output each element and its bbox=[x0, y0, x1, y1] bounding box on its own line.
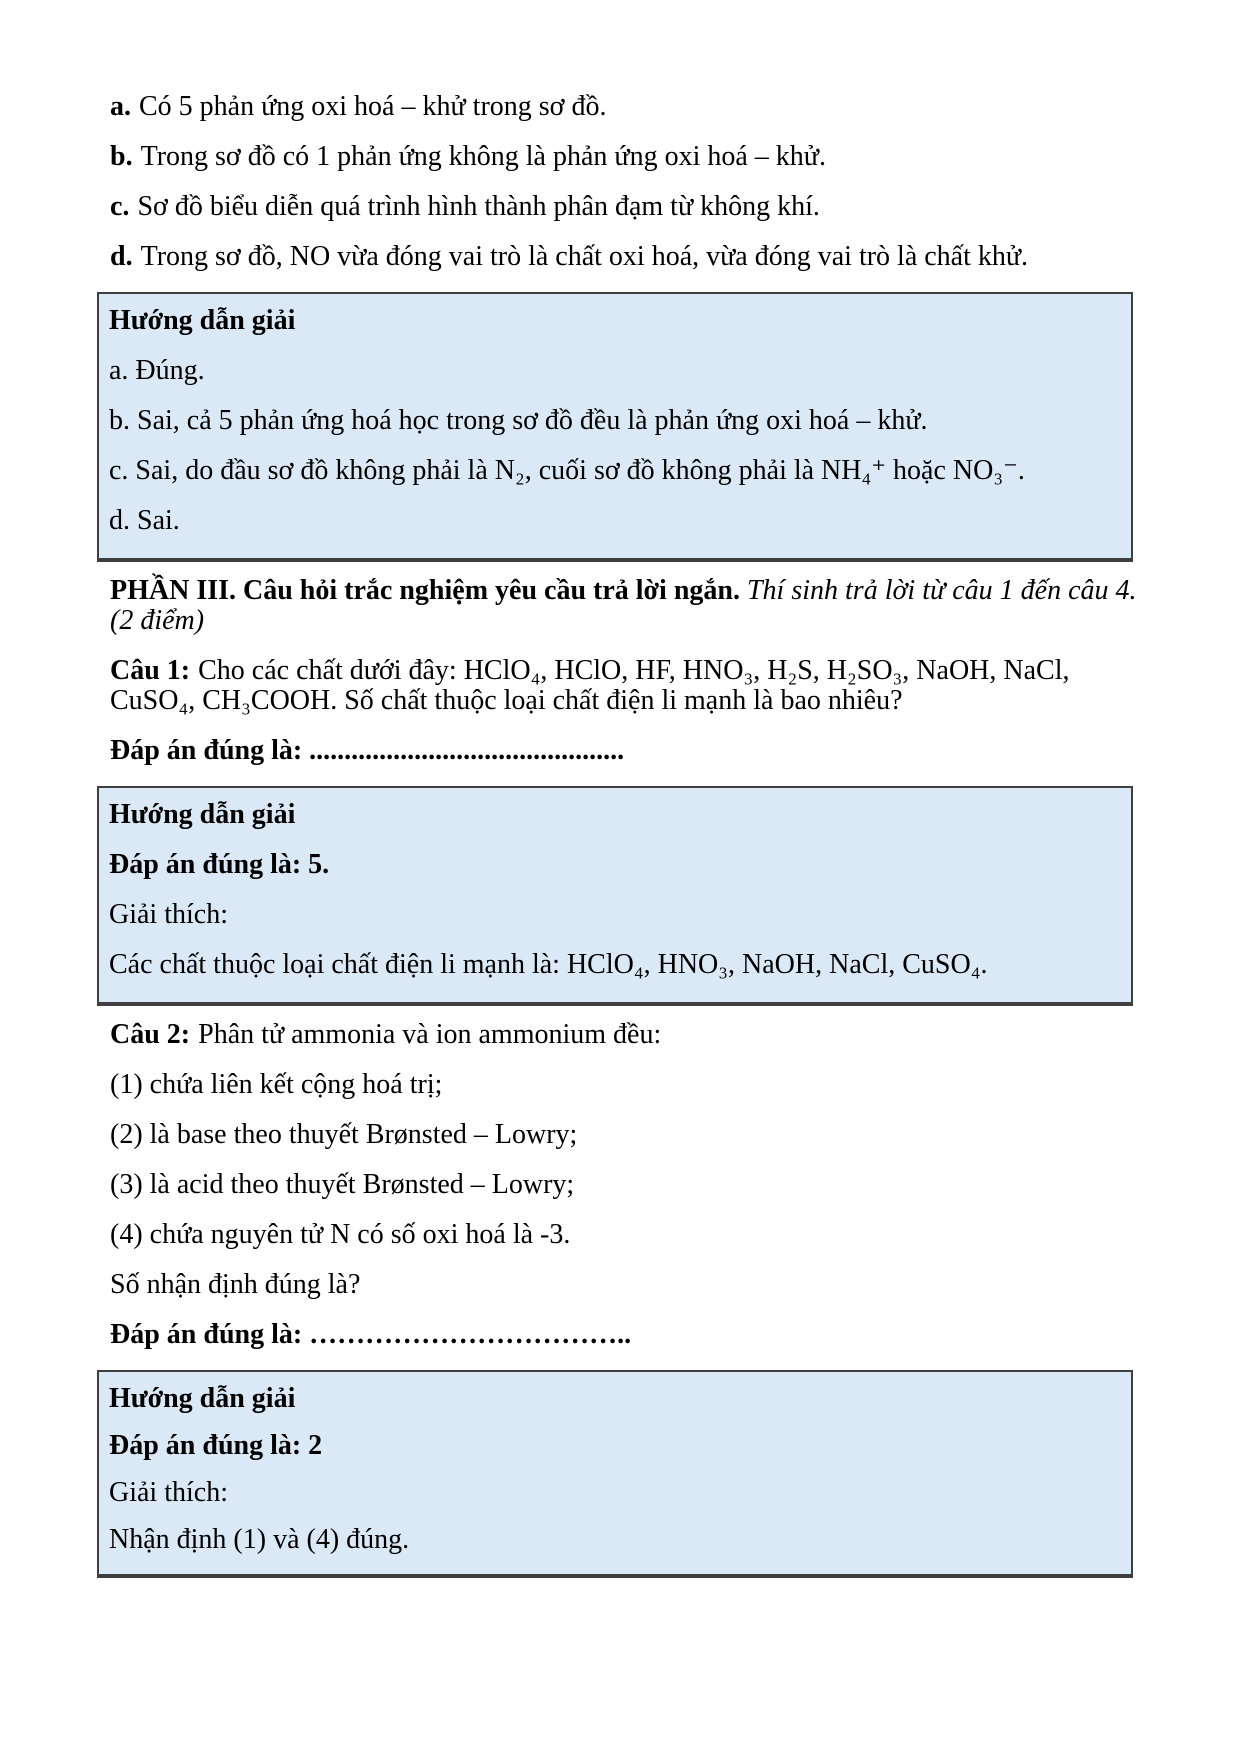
statement-b-label: b. bbox=[110, 141, 133, 172]
solution-box-3 bbox=[97, 1370, 1133, 1578]
statement-a-label: a. bbox=[110, 91, 131, 122]
solution-box-3-answer: Đáp án đúng là: 2 bbox=[109, 1430, 323, 1461]
solution-box-3-title: Hướng dẫn giải bbox=[109, 1383, 296, 1414]
solution-box-3-explanation: Nhận định (1) và (4) đúng. bbox=[109, 1524, 410, 1555]
statement-c-label: c. bbox=[110, 191, 130, 222]
question-1-label: Câu 1: bbox=[110, 655, 191, 686]
solution-box-1-title: Hướng dẫn giải bbox=[109, 305, 296, 336]
question-1-answer-line: Đáp án đúng là: ............................................. bbox=[110, 735, 625, 766]
solution-box-3-explain-label: Giải thích: bbox=[109, 1477, 228, 1508]
question-2-item-1: (1) chứa liên kết cộng hoá trị; bbox=[110, 1069, 443, 1100]
question-2-answer-line: Đáp án đúng là: …………………………….. bbox=[110, 1319, 632, 1350]
solution-box-2-title: Hướng dẫn giải bbox=[109, 799, 296, 830]
question-1-text: Cho các chất dưới đây: HClO₄, HClO, HF, HNO₃, H₂S, H₂SO₃, NaOH, NaCl, CuSO₄, CH₃COOH. Số chất thuộc loại chất điện li mạnh là bao nhiêu? bbox=[110, 655, 1070, 716]
question-2-item-4: (4) chứa nguyên tử N có số oxi hoá là -3. bbox=[110, 1219, 571, 1250]
solution-box-1-line-b: b. Sai, cả 5 phản ứng hoá học trong sơ đồ đều là phản ứng oxi hoá – khử. bbox=[109, 405, 928, 436]
statement-a-text: Có 5 phản ứng oxi hoá – khử trong sơ đồ. bbox=[139, 91, 607, 122]
statement-d-text: Trong sơ đồ, NO vừa đóng vai trò là chất oxi hoá, vừa đóng vai trò là chất khử. bbox=[140, 241, 1029, 272]
solution-box-2 bbox=[97, 786, 1133, 1006]
solution-box-2-explain-label: Giải thích: bbox=[109, 899, 228, 930]
question-2 bbox=[110, 1020, 1152, 1050]
solution-box-1-line-a: a. Đúng. bbox=[109, 355, 205, 386]
section-heading bbox=[110, 576, 1152, 636]
solution-box-1-line-c: c. Sai, do đầu sơ đồ không phải là N₂, cuối sơ đồ không phải là NH₄⁺ hoặc NO₃⁻. bbox=[109, 455, 1025, 486]
section-heading-bold: PHẦN III. Câu hỏi trắc nghiệm yêu cầu trả lời ngắn. bbox=[110, 575, 740, 606]
solution-box-1-line-d: d. Sai. bbox=[109, 505, 180, 536]
solution-box-1 bbox=[97, 292, 1133, 562]
question-2-item-3: (3) là acid theo thuyết Brønsted – Lowry; bbox=[110, 1169, 575, 1200]
statement-a bbox=[110, 92, 1152, 122]
question-2-question: Số nhận định đúng là? bbox=[110, 1269, 361, 1300]
solution-box-2-explanation: Các chất thuộc loại chất điện li mạnh là: HClO₄, HNO₃, NaOH, NaCl, CuSO₄. bbox=[109, 949, 988, 980]
question-1 bbox=[110, 656, 1152, 716]
statement-b-text: Trong sơ đồ có 1 phản ứng không là phản ứng oxi hoá – khử. bbox=[140, 141, 826, 172]
statement-c bbox=[110, 192, 1152, 222]
question-2-label: Câu 2: bbox=[110, 1019, 191, 1050]
question-2-item-2: (2) là base theo thuyết Brønsted – Lowry; bbox=[110, 1119, 578, 1150]
section-heading-italic: Thí sinh trả lời từ câu 1 đến câu 4. (2 điểm) bbox=[110, 575, 1137, 636]
statement-c-text: Sơ đồ biểu diễn quá trình hình thành phân đạm từ không khí. bbox=[137, 191, 820, 222]
statement-b bbox=[110, 142, 1152, 172]
statement-d-label: d. bbox=[110, 241, 133, 272]
statement-d bbox=[110, 242, 1152, 272]
solution-box-2-answer: Đáp án đúng là: 5. bbox=[109, 849, 330, 880]
question-2-text: Phân tử ammonia và ion ammonium đều: bbox=[198, 1019, 662, 1050]
